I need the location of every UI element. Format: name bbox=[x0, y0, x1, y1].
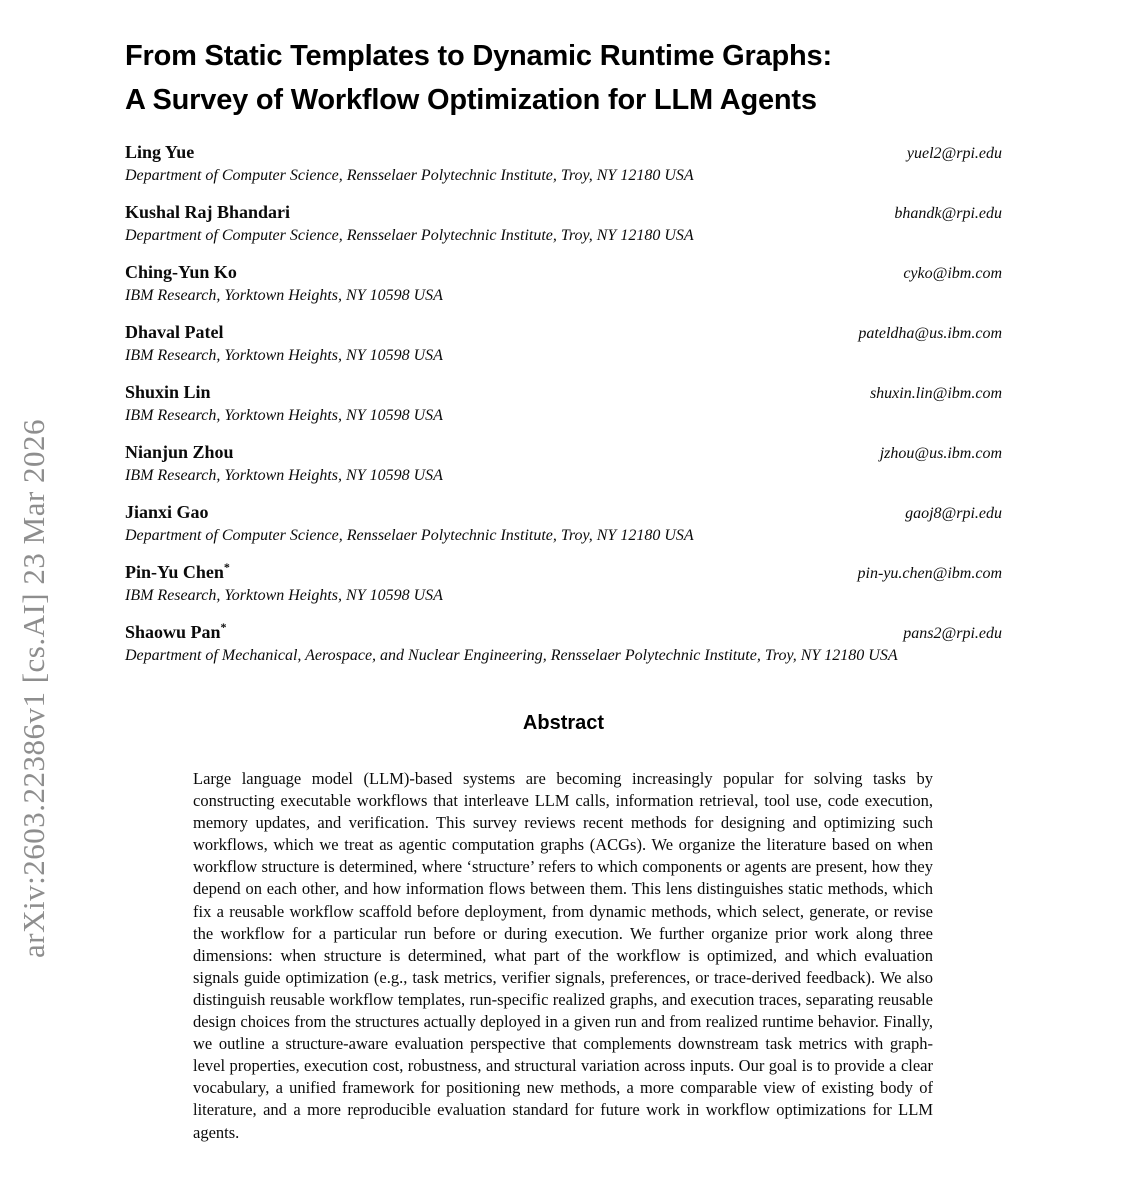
author-row bbox=[125, 377, 1002, 404]
abstract-heading: Abstract bbox=[522, 712, 605, 734]
author-email: gaoj8@rpi.edu bbox=[905, 505, 1002, 522]
author-email: shuxin.lin@ibm.com bbox=[869, 385, 1002, 402]
author-name bbox=[125, 137, 194, 163]
author-affiliation: IBM Research, Yorktown Heights, NY 10598 USA bbox=[125, 407, 443, 424]
author-name bbox=[125, 437, 234, 463]
author-entry bbox=[125, 317, 1002, 366]
author-name bbox=[125, 377, 211, 403]
author-email: bhandk@rpi.edu bbox=[894, 205, 1002, 222]
paper-title-line-1: From Static Templates to Dynamic Runtime Graphs: bbox=[125, 40, 832, 72]
author-email: yuel2@rpi.edu bbox=[906, 145, 1002, 162]
author-name bbox=[125, 197, 290, 223]
author-entry bbox=[125, 617, 1002, 666]
author-affiliation: Department of Computer Science, Rensselaer Polytechnic Institute, Troy, NY 12180 USA bbox=[125, 527, 694, 544]
author-name bbox=[125, 557, 230, 583]
paper-main-column bbox=[125, 0, 1002, 1144]
author-entry bbox=[125, 437, 1002, 486]
author-entry bbox=[125, 377, 1002, 426]
author-row bbox=[125, 197, 1002, 224]
author-entry bbox=[125, 197, 1002, 246]
abstract-text: Large language model (LLM)-based systems are becoming increasingly popular for solving tasks by constructing executable workflows that interleave LLM calls, information retrieval, tool use, code execution, memory updates, and verification. This survey reviews recent methods for designing and optimizing such workflows, which we treat as agentic computation graphs (ACGs). We organize the literature based on when workflow structure is determined, where ‘structure’ refers to which components or agents are present, how they depend on each other, and how information flows between them. This lens distinguishes static methods, which fix a reusable workflow scaffold before deployment, from dynamic methods, which select, generate, or revise the workflow for a particular run before or during execution. We further organize prior work along three dimensions: when structure is determined, what part of the workflow is optimized, and which evaluation signals guide optimization (e.g., task metrics, verifier signals, preferences, or trace-derived feedback). We also distinguish reusable workflow templates, run-specific realized graphs, and execution traces, separating reusable design choices from the structures actually deployed in a given run and from realized runtime behavior. Finally, we outline a structure-aware evaluation perspective that complements downstream task metrics with graph-level properties, execution cost, robustness, and structural variation across inputs. Our goal is to provide a clear vocabulary, a unified framework for positioning new methods, a more comparable view of existing body of literature, and a more reproducible evaluation standard for future work in workflow optimizations for LLM agents. bbox=[193, 769, 933, 1142]
author-row bbox=[125, 617, 1002, 644]
author-entry bbox=[125, 497, 1002, 546]
author-affiliation: Department of Computer Science, Rensselaer Polytechnic Institute, Troy, NY 12180 USA bbox=[125, 167, 694, 184]
author-name-text: Shaowu Pan bbox=[125, 622, 221, 642]
author-email: pans2@rpi.edu bbox=[903, 625, 1002, 642]
author-entry bbox=[125, 137, 1002, 186]
author-name-text: Nianjun Zhou bbox=[125, 442, 234, 462]
author-row bbox=[125, 137, 1002, 164]
author-name-text: Ching-Yun Ko bbox=[125, 262, 237, 282]
author-name bbox=[125, 317, 224, 343]
author-row bbox=[125, 257, 1002, 284]
author-name-text: Jianxi Gao bbox=[125, 502, 209, 522]
author-name-text: Dhaval Patel bbox=[125, 322, 224, 342]
author-name bbox=[125, 497, 209, 523]
author-row bbox=[125, 497, 1002, 524]
author-affiliation: IBM Research, Yorktown Heights, NY 10598 USA bbox=[125, 287, 443, 304]
author-entry bbox=[125, 557, 1002, 606]
author-affiliation: Department of Mechanical, Aerospace, and Nuclear Engineering, Rensselaer Polytechnic Institute, Troy, NY 12180 USA bbox=[125, 647, 898, 664]
paper-title-line-2: A Survey of Workflow Optimization for LLM Agents bbox=[125, 84, 817, 116]
author-affiliation: Department of Computer Science, Rensselaer Polytechnic Institute, Troy, NY 12180 USA bbox=[125, 227, 694, 244]
author-marker: * bbox=[220, 620, 227, 634]
author-row bbox=[125, 317, 1002, 344]
author-row bbox=[125, 437, 1002, 464]
author-marker: * bbox=[223, 560, 230, 574]
author-affiliation: IBM Research, Yorktown Heights, NY 10598 USA bbox=[125, 467, 443, 484]
author-email: pin-yu.chen@ibm.com bbox=[857, 565, 1002, 582]
author-list bbox=[125, 137, 1002, 666]
author-affiliation: IBM Research, Yorktown Heights, NY 10598 USA bbox=[125, 347, 443, 364]
author-entry bbox=[125, 257, 1002, 306]
author-email: cyko@ibm.com bbox=[903, 265, 1002, 282]
arxiv-watermark: arXiv:2603.22386v1 [cs.AI] 23 Mar 2026 bbox=[16, 418, 51, 958]
paper-title bbox=[125, 34, 1002, 122]
author-name bbox=[125, 257, 237, 283]
author-email: pateldha@us.ibm.com bbox=[858, 325, 1002, 342]
author-name bbox=[125, 617, 227, 643]
author-name-text: Kushal Raj Bhandari bbox=[125, 202, 291, 222]
author-row bbox=[125, 557, 1002, 584]
author-name-text: Pin-Yu Chen bbox=[125, 562, 224, 582]
author-affiliation: IBM Research, Yorktown Heights, NY 10598 USA bbox=[125, 587, 443, 604]
author-email: jzhou@us.ibm.com bbox=[879, 445, 1002, 462]
author-name-text: Ling Yue bbox=[125, 142, 195, 162]
author-name-text: Shuxin Lin bbox=[125, 382, 211, 402]
